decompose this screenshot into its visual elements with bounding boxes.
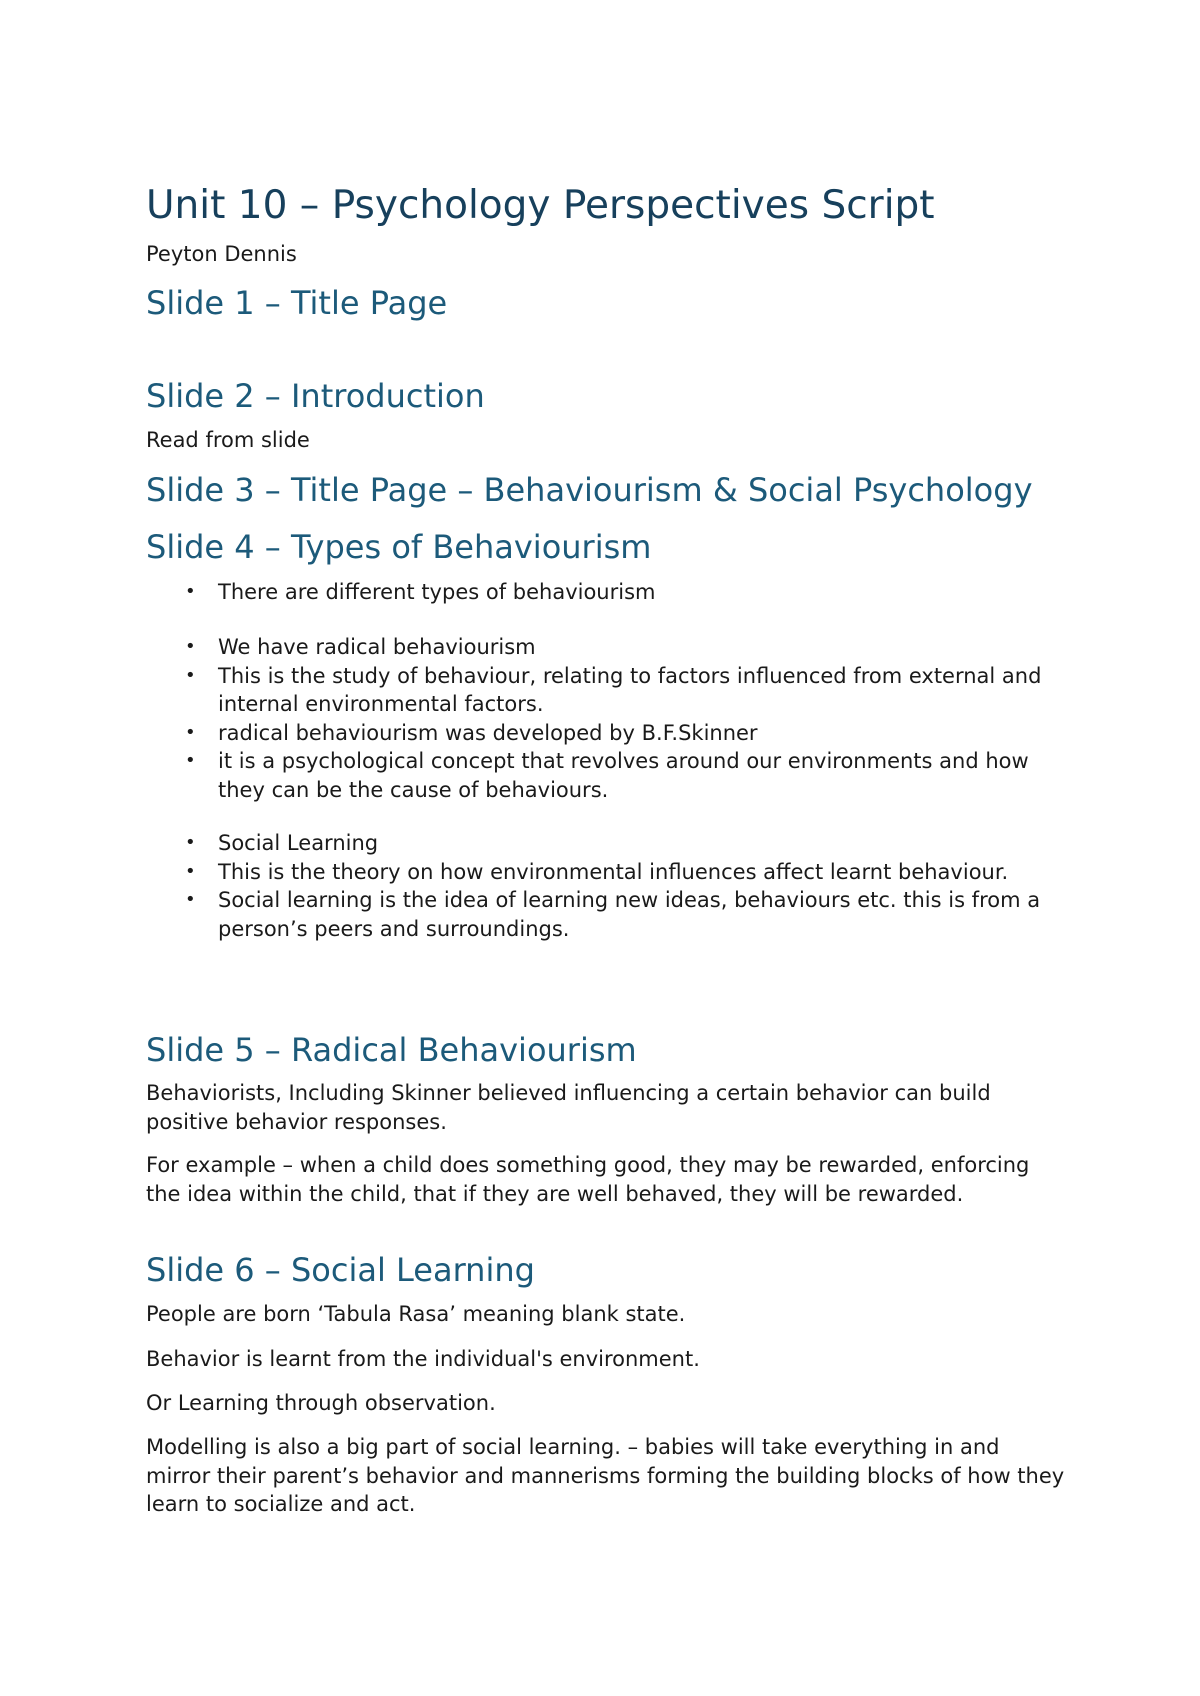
- author-name: Peyton Dennis: [146, 242, 297, 266]
- slide-4-heading: Slide 4 – Types of Behaviourism: [146, 528, 652, 566]
- bullet-icon: •: [185, 664, 196, 686]
- bullet-icon: •: [185, 721, 196, 743]
- list-item: • This is the study of behaviour, relating to factors influenced from external and internal environmental factors.: [185, 663, 1042, 716]
- slide-4-list-a: [180, 578, 1080, 607]
- slide-6-paragraph-3: Or Learning through observation.: [146, 1391, 496, 1415]
- slide-6-paragraph-2: Behavior is learnt from the individual's environment.: [146, 1347, 700, 1371]
- document-title: Unit 10 – Psychology Perspectives Script: [146, 183, 935, 228]
- list-item: • Social Learning: [180, 829, 1080, 858]
- slide-3-heading: Slide 3 – Title Page – Behaviourism & Social Psychology: [146, 471, 1033, 509]
- bullet-icon: •: [185, 581, 196, 602]
- list-item: • There are different types of behaviourism: [180, 578, 1080, 607]
- slide-2-paragraph: Read from slide: [146, 428, 310, 452]
- slide-1-heading: Slide 1 – Title Page: [146, 284, 448, 322]
- slide-5-heading: Slide 5 – Radical Behaviourism: [146, 1031, 637, 1069]
- list-item: • Social learning is the idea of learning new ideas, behaviours etc. this is from a person’s peers and surroundings.: [185, 888, 1041, 941]
- bullet-icon: •: [185, 860, 196, 882]
- slide-6-heading: Slide 6 – Social Learning: [146, 1251, 535, 1289]
- bullet-icon: •: [185, 889, 196, 910]
- slide-6-paragraph-1: People are born ‘Tabula Rasa’ meaning blank state.: [146, 1302, 686, 1326]
- slide-5-paragraph-1: Behaviorists, Including Skinner believed influencing a certain behavior can build positive behavior responses.: [146, 1081, 991, 1134]
- slide-6-paragraph-4: Modelling is also a big part of social learning. – babies will take everything in and mirror their parent’s behavior and mannerisms forming the building blocks of how they learn to socialize and act.: [146, 1435, 1065, 1516]
- list-item: • radical behaviourism was developed by B.F.Skinner: [180, 719, 1080, 748]
- bullet-icon: •: [185, 832, 196, 853]
- slide-2-heading: Slide 2 – Introduction: [146, 377, 485, 415]
- bullet-icon: •: [185, 750, 196, 771]
- slide-4-list-c: [180, 829, 1080, 943]
- slide-4-list-b: [180, 633, 1080, 804]
- list-item: • This is the theory on how environmental influences affect learnt behaviour.: [180, 858, 1080, 887]
- bullet-icon: •: [185, 636, 196, 657]
- slide-5-paragraph-2: For example – when a child does something good, they may be rewarded, enforcing the idea within the child, that if they are well behaved, they will be rewarded.: [146, 1153, 1030, 1206]
- list-item: • it is a psychological concept that revolves around our environments and how they can be the cause of behaviours.: [185, 749, 1029, 802]
- list-item: • We have radical behaviourism: [180, 633, 1080, 662]
